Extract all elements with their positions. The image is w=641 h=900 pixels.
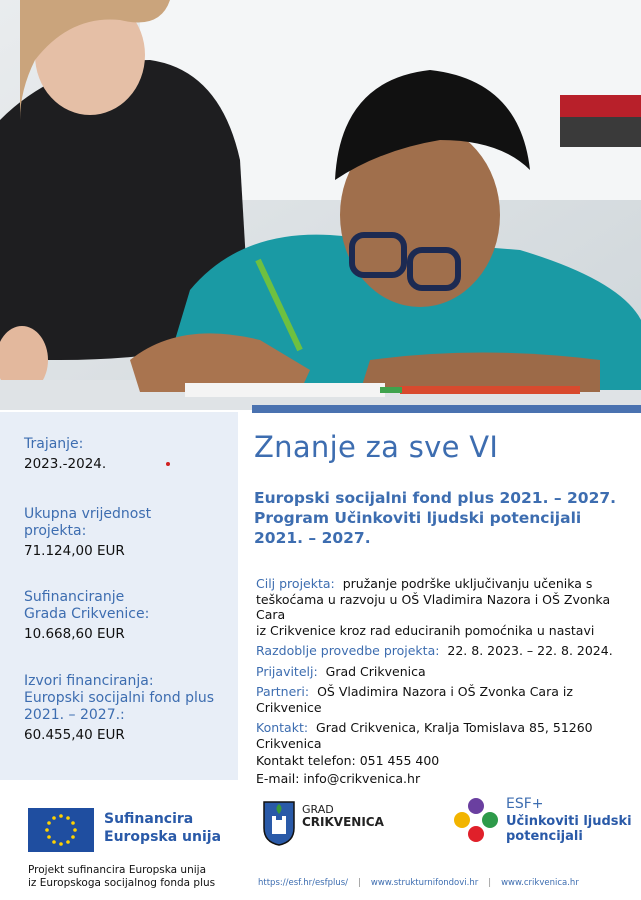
cofin-label-line1: Sufinanciranje — [24, 589, 125, 605]
contact-label: Kontakt: — [256, 720, 309, 735]
phone-line: Kontakt telefon: 051 455 400 — [256, 753, 440, 768]
eu-logo — [28, 808, 222, 852]
applicant-label: Prijavitelj: — [256, 663, 318, 679]
separator: | — [358, 878, 361, 888]
applicant-row — [256, 664, 636, 680]
eu-line-1: Sufinancira — [104, 811, 194, 827]
subtitle-line2: Program Učinkoviti ljudski potencijali — [254, 509, 582, 527]
total-label-line1: Ukupna vrijednost — [24, 506, 152, 522]
goal-text-3: iz Crikvenice kroz rad educiranih pomoćnika u nastavi — [256, 622, 595, 638]
duration-value: 2023.-2024. — [24, 456, 107, 472]
link-strukturni[interactable]: www.strukturnifondovi.hr — [370, 878, 479, 888]
subtitle-line1: Europski socijalni fond plus 2021. – 2027. — [254, 489, 617, 507]
eu-logo-text — [104, 810, 234, 846]
partners-label: Partneri: — [256, 684, 310, 699]
applicant-value: Grad Crikvenica — [325, 663, 426, 679]
separator: | — [488, 878, 492, 888]
cofin-label-line2: Grada Crikvenice: — [24, 606, 150, 622]
esf-plus-logo — [452, 796, 632, 848]
partners-row — [256, 684, 636, 715]
total-value: 71.124,00 EUR — [24, 543, 125, 559]
total-value-block — [24, 506, 151, 560]
eu-caption-line1: Projekt sufinancira Europska unija — [28, 864, 207, 876]
red-dot — [166, 462, 170, 466]
sources-label-line3: 2021. – 2027.: — [24, 707, 125, 723]
grad-line-1: GRAD — [302, 803, 334, 816]
total-label-line2: projekta: — [24, 523, 87, 539]
hero-photo — [0, 0, 641, 410]
eu-line-2: Europska unija — [104, 829, 222, 845]
grad-crikvenica-logo — [262, 800, 384, 850]
sources-value: 60.455,40 EUR — [24, 727, 125, 743]
grad-name — [302, 803, 384, 829]
contact-row — [256, 720, 636, 751]
goal-label: Cilj projekta: — [256, 576, 335, 591]
coat-of-arms-icon — [262, 800, 296, 846]
goal-text-2: teškoćama u razvoju u OŠ Vladimira Nazora i OŠ Zvonka Cara — [256, 591, 611, 622]
email-line: E-mail: info@crikvenica.hr — [256, 770, 421, 786]
esf-title: ESF+ — [506, 796, 544, 812]
goal-row — [256, 576, 636, 638]
sources-label-line2: Europski socijalni fond plus — [24, 690, 215, 706]
duration-label: Trajanje: — [24, 436, 84, 452]
esf-sub-line2: potencijali — [506, 829, 583, 844]
goal-text-1: pružanje podrške uključivanju učenika s — [342, 576, 593, 591]
footer-links — [258, 878, 579, 888]
program-subtitle — [254, 488, 634, 548]
sources-label-line1: Izvori financiranja: — [24, 673, 154, 689]
accent-bar — [252, 405, 641, 413]
period-value: 22. 8. 2023. – 22. 8. 2024. — [447, 643, 613, 658]
funding-sources-block — [24, 673, 214, 744]
period-row — [256, 643, 636, 659]
cofinancing-block — [24, 589, 149, 643]
contact-value: Grad Crikvenica, Kralja Tomislava 85, 51260 Crikvenica — [256, 720, 593, 751]
grad-line-2: CRIKVENICA — [302, 815, 384, 829]
esf-flower-icon — [452, 796, 500, 844]
period-label: Razdoblje provedbe projekta: — [256, 643, 440, 658]
cofin-value: 10.668,60 EUR — [24, 626, 125, 642]
eu-caption-line2: iz Europskoga socijalnog fonda plus — [28, 877, 216, 889]
link-crikvenica[interactable]: www.crikvenica.hr — [501, 878, 579, 888]
esf-sub-line1: Učinkoviti ljudski — [506, 814, 632, 829]
eu-caption — [28, 864, 248, 890]
duration-block — [24, 436, 106, 473]
partners-value: OŠ Vladimira Nazora i OŠ Zvonka Cara iz Crikvenice — [256, 684, 573, 715]
link-esf[interactable]: https://esf.hr/esfplus/ — [258, 878, 349, 888]
esf-subtitle — [506, 814, 641, 844]
subtitle-line3: 2021. – 2027. — [254, 529, 371, 547]
project-details — [256, 576, 636, 788]
project-title: Znanje za sve VI — [254, 430, 499, 464]
eu-flag-icon — [28, 808, 94, 852]
